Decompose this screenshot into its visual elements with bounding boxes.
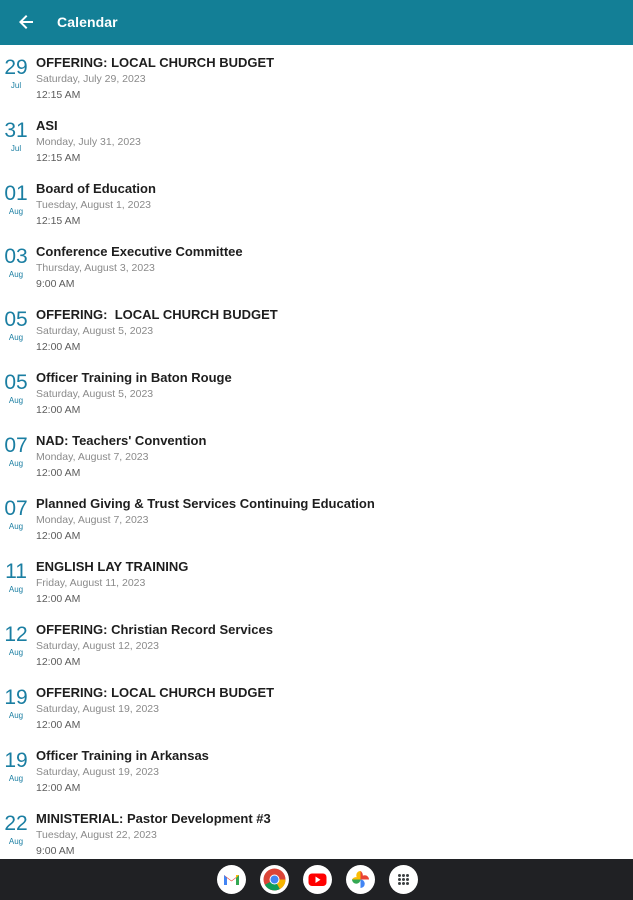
app-launcher-button[interactable] [389,865,418,894]
list-item[interactable] [0,297,633,360]
event-date: Saturday, August 19, 2023 [36,703,159,715]
event-month: Jul [10,81,22,90]
youtube-button[interactable] [303,865,332,894]
event-day: 03 [4,245,28,268]
event-time: 12:00 AM [36,404,81,416]
page-title: Calendar [57,14,118,30]
event-date: Saturday, August 19, 2023 [36,766,159,778]
event-time: 12:00 AM [36,341,81,353]
event-title: MINISTERIAL: Pastor Development #3 [36,811,271,826]
event-day: 07 [4,497,28,520]
list-item[interactable] [0,612,633,675]
event-day: 29 [4,56,28,79]
event-time: 12:15 AM [36,152,81,164]
list-item[interactable] [0,45,633,108]
app-launcher-icon [389,865,418,894]
event-title: Conference Executive Committee [36,244,243,259]
event-title: Officer Training in Baton Rouge [36,370,232,385]
event-month: Aug [8,207,24,216]
event-day: 19 [4,749,28,772]
list-item[interactable] [0,171,633,234]
youtube-icon [303,865,332,894]
event-month: Aug [8,333,24,342]
event-title: Board of Education [36,181,156,196]
event-title: Planned Giving & Trust Services Continuing Education [36,496,375,511]
event-list[interactable] [0,45,633,859]
event-day: 05 [4,371,28,394]
list-item[interactable] [0,486,633,549]
app-bar [0,0,633,45]
event-time: 12:00 AM [36,593,81,605]
event-date: Saturday, August 5, 2023 [36,325,154,337]
photos-icon [346,865,375,894]
event-title: NAD: Teachers' Convention [36,433,207,448]
event-title: ASI [36,118,58,133]
list-item[interactable] [0,549,633,612]
event-month: Aug [8,837,24,846]
event-time: 12:00 AM [36,719,81,731]
event-day: 31 [4,119,28,142]
gmail-button[interactable] [217,865,246,894]
back-button[interactable] [14,10,38,34]
event-day: 12 [4,623,28,646]
event-month: Aug [8,270,24,279]
event-day: 11 [5,560,27,583]
list-item[interactable] [0,738,633,801]
event-month: Aug [8,396,24,405]
chrome-button[interactable] [260,865,289,894]
arrow-back-icon [14,10,38,34]
event-date: Thursday, August 3, 2023 [36,262,155,274]
event-date: Monday, July 31, 2023 [36,136,141,148]
event-month: Aug [8,459,24,468]
list-item[interactable] [0,423,633,486]
event-day: 07 [4,434,28,457]
event-time: 12:15 AM [36,89,81,101]
event-day: 05 [4,308,28,331]
event-day: 19 [4,686,28,709]
event-date: Tuesday, August 1, 2023 [36,199,151,211]
event-date: Saturday, August 5, 2023 [36,388,154,400]
chrome-icon [260,865,289,894]
event-date: Monday, August 7, 2023 [36,514,149,526]
event-title: OFFERING: LOCAL CHURCH BUDGET [36,685,275,700]
event-month: Aug [8,585,24,594]
event-day: 22 [4,812,28,835]
event-month: Aug [8,648,24,657]
event-date: Saturday, July 29, 2023 [36,73,146,85]
event-month: Aug [8,774,24,783]
event-title: OFFERING: LOCAL CHURCH BUDGET [36,307,278,322]
event-title: ENGLISH LAY TRAINING [36,559,189,574]
event-time: 12:00 AM [36,782,81,794]
list-item[interactable] [0,234,633,297]
taskbar-dock [0,859,633,900]
event-time: 12:00 AM [36,467,81,479]
photos-button[interactable] [346,865,375,894]
event-month: Jul [10,144,22,153]
list-item[interactable] [0,675,633,738]
event-time: 9:00 AM [36,278,75,290]
event-time: 12:00 AM [36,656,81,668]
event-date: Monday, August 7, 2023 [36,451,149,463]
event-title: OFFERING: LOCAL CHURCH BUDGET [36,55,275,70]
list-item[interactable] [0,108,633,171]
event-time: 12:15 AM [36,215,81,227]
list-item[interactable] [0,360,633,423]
event-date: Tuesday, August 22, 2023 [36,829,157,841]
event-time: 12:00 AM [36,530,81,542]
event-title: OFFERING: Christian Record Services [36,622,273,637]
gmail-icon [217,865,246,894]
event-day: 01 [4,182,28,205]
list-item[interactable] [0,801,633,859]
event-month: Aug [8,711,24,720]
event-time: 9:00 AM [36,845,75,857]
event-date: Saturday, August 12, 2023 [36,640,159,652]
event-title: Officer Training in Arkansas [36,748,209,763]
event-date: Friday, August 11, 2023 [36,577,146,589]
event-month: Aug [8,522,24,531]
